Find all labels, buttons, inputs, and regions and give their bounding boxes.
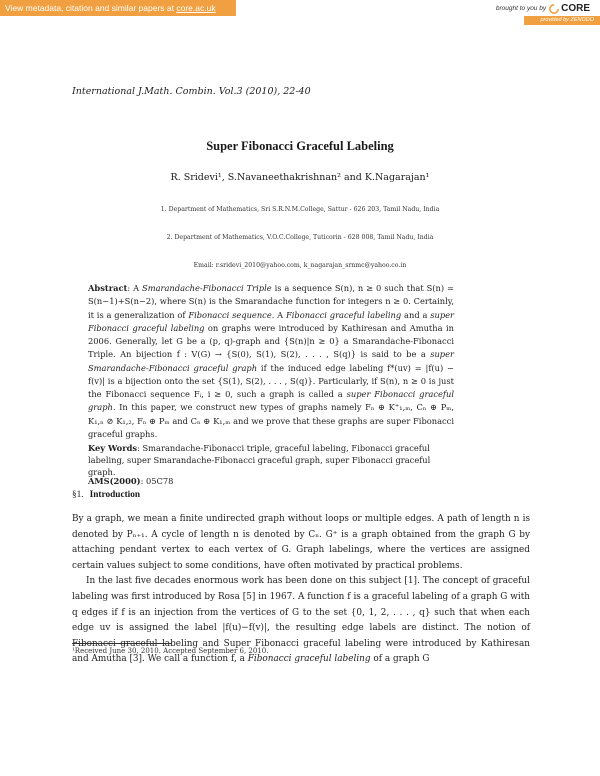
core-banner [0, 0, 600, 24]
section-number: §1. [72, 490, 84, 500]
intro-text: of a graph G [370, 654, 430, 665]
abstract-text: and a [401, 309, 431, 320]
metadata-link-bar[interactable] [0, 0, 236, 16]
footnote-rule [72, 643, 172, 644]
abstract-term: Smarandache-Fibonacci Triple [142, 283, 272, 293]
email-line: Email: r.sridevi_2010@yahoo.com, k_nagarajan_srnmc@yahoo.co.in [193, 262, 407, 269]
abstract-text: . A [271, 309, 286, 320]
core-logo[interactable] [549, 3, 590, 14]
core-ac-uk-link[interactable]: core.ac.uk [176, 3, 216, 13]
core-logo-icon [549, 4, 559, 14]
footnote: ¹Received June 30, 2010. Accepted September 6, 2010. [72, 647, 269, 655]
abstract-term: super Fibonacci graceful graph [88, 389, 454, 413]
keywords [88, 442, 458, 478]
authors: R. Sridevi¹, S.Navaneethakrishnan² and K.Nagarajan¹ [170, 172, 430, 183]
introduction-body [72, 512, 530, 668]
abstract-term: Fibonacci graceful labeling [286, 309, 402, 320]
paper-title: Super Fibonacci Graceful Labeling [206, 139, 394, 153]
abstract-text: if the induced edge labeling f*(uv) = |f(u) − f(v)| is a bijection onto the set {S(1), S(2), . . . , S(q)}. Particularly, if S(n), n ≥ 0 is just the Fibonacci sequence Fᵢ, i ≥ 0, such a graph is called a [88, 362, 454, 399]
ams-text: : 05C78 [140, 476, 174, 486]
keywords-text: : Smarandache-Fibonacci triple, graceful labeling, Fibonacci graceful labeling, super Smarandache-Fibonacci graceful graph, super Fibonacci graceful graph. [88, 443, 431, 477]
brought-by[interactable] [496, 3, 590, 14]
abstract-term: Fibonacci sequence [188, 309, 272, 320]
abstract-label: Abstract [88, 283, 128, 293]
abstract-text: is a sequence S(n), n ≥ 0 such that S(n) = S(n−1)+S(n−2), where S(n) is the Smarandache function for integers n ≥ 0. Certainly, it is a generalization of [88, 283, 455, 320]
ams-label: AMS(2000) [88, 476, 141, 486]
affiliation-1: 1. Department of Mathematics, Sri S.R.N.M.College, Sattur - 626 203, Tamil Nadu, India [160, 206, 440, 213]
ams-classification [88, 476, 173, 486]
abstract-term: super Fibonacci graceful labeling [88, 309, 455, 333]
abstract-text: : A [127, 283, 143, 293]
affiliation-2: 2. Department of Mathematics, V.O.C.College, Tuticorin - 628 008, Tamil Nadu, India [166, 234, 434, 241]
abstract [88, 282, 454, 441]
intro-text: In the last five decades enormous work has been done on this subject [1]. The concept of graceful labeling was first introduced by Rosa [5] in 1967. A function f is a graceful labeling of a graph G with q edges if f is an injection from the vertices of G to the set {0, 1, 2, . . . , q} such that when each edge uv is assigned the label |f(u)−f(v)|, the resulting edge labels are distinct. The notion of Fibonacci graceful labeling and Super Fibonacci graceful labeling were introduced by Kathiresan and Amutha [3]. We call a function f, a [72, 576, 530, 665]
core-logo-label: CORE [561, 3, 590, 14]
section-heading [72, 490, 140, 500]
journal-citation: International J.Math. Combin. Vol.3 (2010), 22-40 [72, 86, 311, 97]
intro-term: Fibonacci graceful labeling [247, 654, 371, 665]
brought-by-text: brought to you by [495, 5, 547, 12]
metadata-prefix: View metadata, citation and similar papers at [5, 3, 177, 13]
section-title: Introduction [89, 490, 141, 500]
keywords-label: Key Words [88, 443, 138, 453]
abstract-text: on graphs were introduced by Kathiresan and Amutha in 2006. Generally, let G be a (p, q)-graph and {S(n)|n ≥ 0} a Smarandache-Fibonacci Triple. An bijection f : V(G) → {S(0), S(1), S(2), . . . , S(q)} is said to be a [88, 322, 454, 360]
abstract-term: super Smarandache-Fibonacci graceful graph [88, 349, 454, 373]
abstract-text: . In this paper, we construct new types of graphs namely Fₙ ⊕ K⁺₁,ₘ, Cₙ ⊕ Pₘ, K₁,ₙ ⊘ K₁,₂, Fₙ ⊕ Pₘ and Cₙ ⊕ K₁,ₘ and we prove that these graphs are super Fibonacci graceful graphs. [88, 402, 454, 439]
intro-paragraph-1: By a graph, we mean a finite undirected graph without loops or multiple edges. A path of length n is denoted by Pₙ₊₁. A cycle of length n is denoted by Cₙ. G⁺ is a graph obtained from the graph G by attaching pendant vertex to each vertex of G. Graph labelings, where the vertices are assigned certain values subject to some conditions, have often motivated by practical problems. [72, 514, 530, 571]
provided-by-zenodo[interactable]: provided by ZENODO [524, 16, 600, 25]
